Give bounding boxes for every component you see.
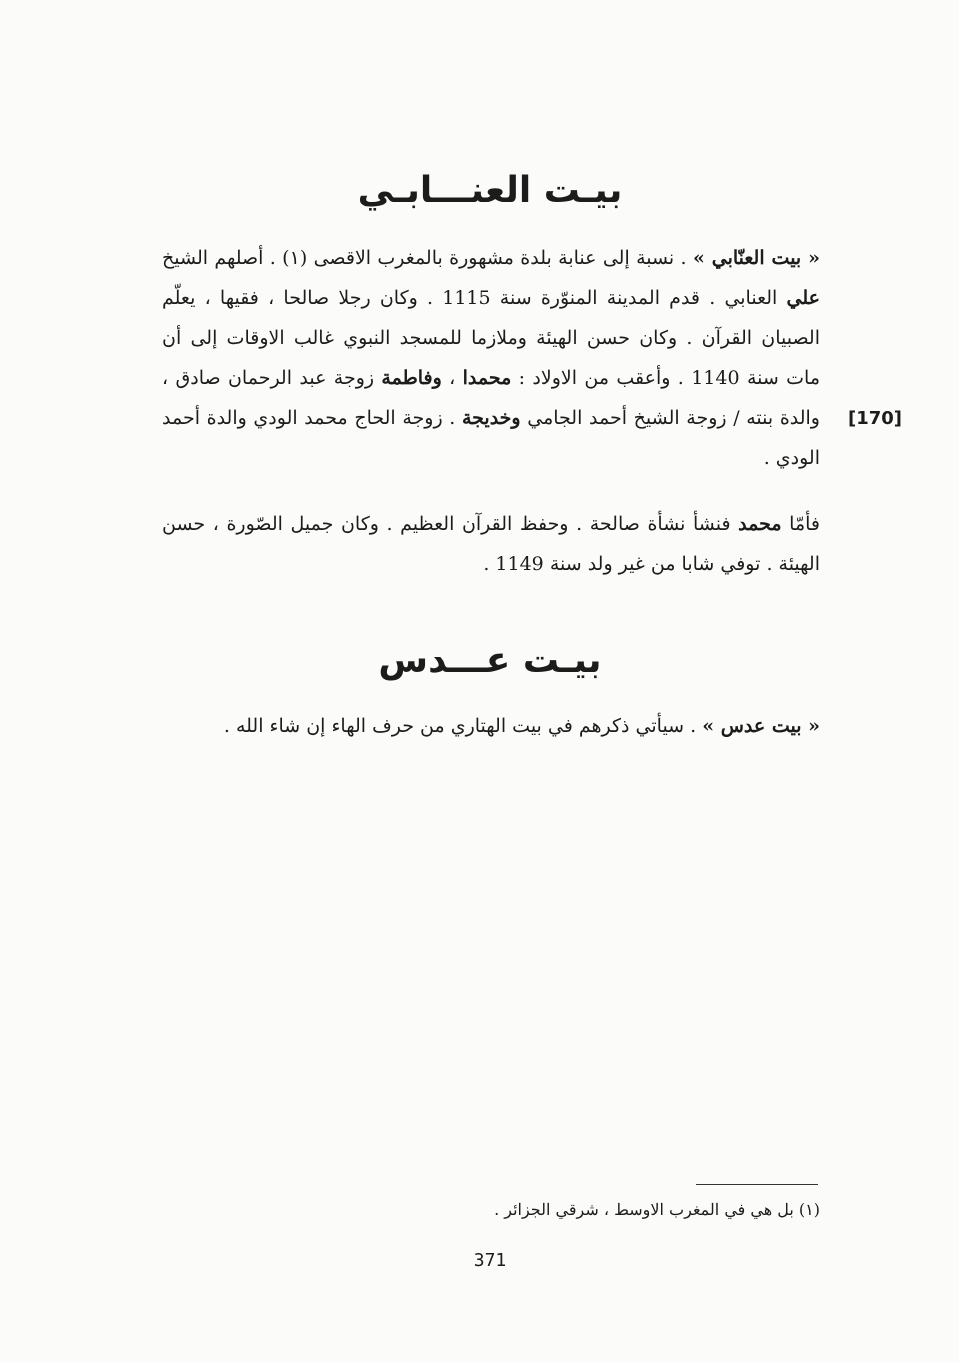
annabi-text-c: ، (441, 367, 463, 389)
section-title-annabi: بيـت العنـــابـي (357, 170, 623, 211)
annabi-text-b: العنابي . قدم المدينة المنوّرة سنة 1115 . وكان رجلا صالحا ، فقيها ، يعلّم الصبيان القرآن . وكان حسن الهيئة وملازما للمسجد النبوي غالب الاوقات إلى أن مات سنة 1140 . وأعقب من الاولاد : (162, 287, 820, 389)
name-khadija: وخديجة (461, 407, 521, 429)
annabi-text-d: زوجة عبد الرحمان صادق ، والدة بنته / زوجة الشيخ أحمد الجامي (162, 367, 820, 429)
section-title-adas: بيـت عـــدس (378, 640, 602, 681)
family-name-annabi: « بيت العنّابي » (692, 247, 821, 269)
family-name-adas: « بيت عدس » (702, 715, 820, 737)
name-muhammad-2: محمد (738, 513, 782, 535)
adas-paragraph (162, 706, 820, 746)
annabi-paragraph-1 (162, 238, 820, 478)
page-number: 371 (473, 1250, 507, 1271)
reference-marker: [170] (848, 408, 903, 429)
name-muhammad: محمدا (462, 367, 512, 389)
adas-text: . سيأتي ذكرهم في بيت الهتاري من حرف الهاء إن شاء الله . (223, 715, 703, 737)
para2-text: فنشأ نشأة صالحة . وحفظ القرآن العظيم . وكان جميل الصّورة ، حسن الهيئة . توفي شابا من غير ولد سنة 1149 . (162, 513, 820, 575)
footnote: (١) بل هي في المغرب الاوسط ، شرقي الجزائر . (494, 1200, 820, 1219)
annabi-paragraph-2 (162, 504, 820, 584)
para2-lead: فأمّا (781, 513, 820, 535)
annabi-text-a: . نسبة إلى عنابة بلدة مشهورة بالمغرب الاقصى (١) . أصلهم الشيخ (162, 247, 693, 269)
annabi-text-e: . زوجة الحاج محمد الودي والدة أحمد الودي . (162, 407, 820, 469)
name-ali: علي (786, 287, 820, 309)
footnote-divider (696, 1184, 818, 1185)
name-fatima: وفاطمة (381, 367, 442, 389)
